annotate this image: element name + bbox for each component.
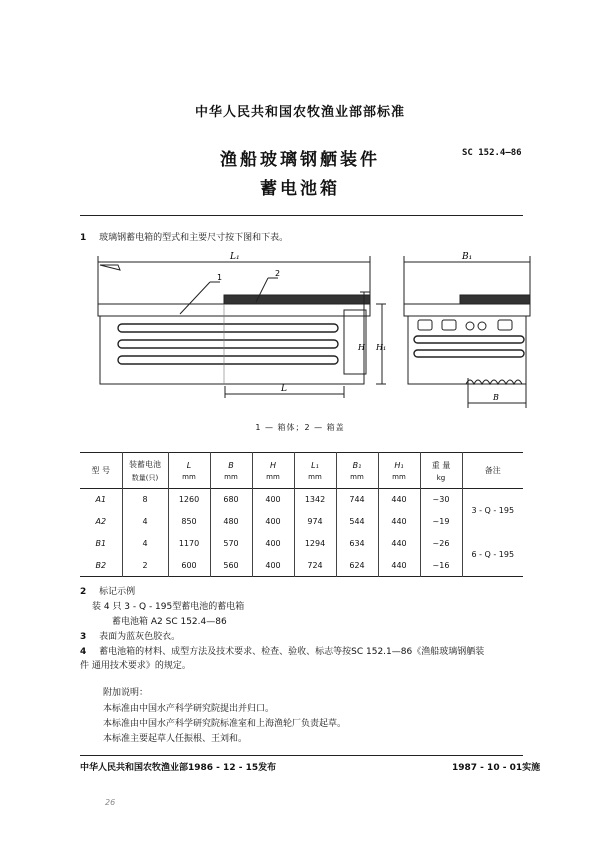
table-row bbox=[80, 511, 523, 533]
note-line: 本标准主要起草人任振根、王刘和。 bbox=[103, 734, 248, 744]
cell-H1: 440 bbox=[378, 511, 420, 533]
table-row bbox=[80, 555, 523, 577]
cell-L1: 1294 bbox=[294, 533, 336, 555]
cell-L: 1260 bbox=[168, 489, 210, 511]
marking-example-line2: 蓄电池箱 A2 SC 152.4—86 bbox=[112, 617, 227, 627]
document-title: 渔船玻璃钢舾装件 bbox=[220, 150, 380, 170]
cell-H: 400 bbox=[252, 555, 294, 577]
section-1 bbox=[80, 232, 288, 245]
cell-qty: 8 bbox=[122, 489, 168, 511]
cell-weight: ~30 bbox=[420, 489, 462, 511]
cell-H1: 440 bbox=[378, 555, 420, 577]
header-model: 型 号 bbox=[91, 466, 111, 475]
cell-model: A2 bbox=[95, 517, 107, 526]
section-2 bbox=[80, 586, 135, 599]
cell-B1: 744 bbox=[336, 489, 378, 511]
cell-H1: 440 bbox=[378, 489, 420, 511]
issue-date: 中华人民共和国农牧渔业部1986 - 12 - 15发布 bbox=[80, 763, 277, 773]
cell-B1: 634 bbox=[336, 533, 378, 555]
cell-weight: ~16 bbox=[420, 555, 462, 577]
cell-L: 1170 bbox=[168, 533, 210, 555]
table-row bbox=[80, 533, 523, 555]
effective-date: 1987 - 10 - 01实施 bbox=[452, 763, 541, 773]
cell-L: 850 bbox=[168, 511, 210, 533]
cell-L1: 1342 bbox=[294, 489, 336, 511]
header-L: L mm bbox=[168, 453, 210, 489]
header-rule bbox=[80, 215, 523, 216]
dim-label-L1: L₁ bbox=[230, 252, 240, 262]
notes-title: 附加说明： bbox=[103, 688, 149, 698]
header-B1: B₁ mm bbox=[336, 453, 378, 489]
header-L1: L₁ mm bbox=[294, 453, 336, 489]
cell-L: 600 bbox=[168, 555, 210, 577]
cell-qty: 4 bbox=[122, 511, 168, 533]
cell-weight: ~26 bbox=[420, 533, 462, 555]
section-4-line1: 蓄电池箱的材料、成型方法及技术要求、检查、验收、标志等按SC 152.1—86《渔船玻璃钢舾装 bbox=[99, 647, 485, 657]
cell-remark-b: 6 - Q - 195 bbox=[462, 533, 523, 577]
footer-rule bbox=[80, 755, 523, 756]
section-4 bbox=[80, 646, 484, 659]
note-line: 本标准由中国水产科学研究院提出并归口。 bbox=[103, 704, 275, 714]
battery-box-drawing bbox=[80, 248, 540, 420]
dim-label-H: H bbox=[358, 343, 365, 352]
cell-weight: ~19 bbox=[420, 511, 462, 533]
cell-B: 570 bbox=[210, 533, 252, 555]
section-2-title: 标记示例 bbox=[99, 587, 136, 597]
dim-label-H1: H₁ bbox=[376, 343, 387, 352]
dim-label-B1: B₁ bbox=[462, 252, 473, 262]
cell-B: 680 bbox=[210, 489, 252, 511]
section-4-line2: 件 通用技术要求》的规定。 bbox=[80, 661, 191, 671]
table-header-row bbox=[80, 453, 523, 489]
cell-H: 400 bbox=[252, 489, 294, 511]
callout-2: 2 bbox=[275, 269, 281, 278]
dim-label-L: L bbox=[281, 384, 287, 394]
document-subtitle: 蓄电池箱 bbox=[260, 179, 340, 199]
table-row bbox=[80, 489, 523, 511]
section-3-number: 3 bbox=[80, 632, 87, 642]
cell-model: B1 bbox=[95, 539, 107, 548]
front-view bbox=[98, 256, 386, 398]
section-1-number: 1 bbox=[80, 233, 87, 243]
section-3-text: 表面为蓝灰色胶衣。 bbox=[99, 632, 181, 642]
cell-H: 400 bbox=[252, 511, 294, 533]
standard-number: SC 152.4—86 bbox=[462, 148, 522, 158]
callout-1: 1 bbox=[217, 273, 223, 282]
note-line: 本标准由中国水产科学研究院标准室和上海渔轮厂负责起草。 bbox=[103, 719, 347, 729]
cell-B1: 624 bbox=[336, 555, 378, 577]
header-B: B mm bbox=[210, 453, 252, 489]
cell-model: A1 bbox=[95, 495, 107, 505]
cell-H1: 440 bbox=[378, 533, 420, 555]
cell-qty: 4 bbox=[122, 533, 168, 555]
cell-B: 480 bbox=[210, 511, 252, 533]
cell-model: B2 bbox=[95, 560, 107, 570]
header-weight: 重 量 kg bbox=[420, 453, 462, 489]
header-H1: H₁ mm bbox=[378, 453, 420, 489]
figure-caption: 1 — 箱体；2 — 箱盖 bbox=[255, 423, 345, 432]
cell-B: 560 bbox=[210, 555, 252, 577]
header-qty: 装蓄电池 数量(只) bbox=[122, 453, 168, 489]
issuing-organization: 中华人民共和国农牧渔业部部标准 bbox=[194, 105, 405, 120]
page-number: 26 bbox=[105, 798, 116, 807]
marking-example-line1: 装 4 只 3 - Q - 195型蓄电池的蓄电箱 bbox=[92, 602, 245, 612]
dimension-table bbox=[80, 452, 523, 577]
section-3 bbox=[80, 631, 180, 644]
header-remark: 备注 bbox=[462, 453, 523, 489]
side-view bbox=[404, 256, 530, 408]
cell-L1: 724 bbox=[294, 555, 336, 577]
cell-B1: 544 bbox=[336, 511, 378, 533]
cell-H: 400 bbox=[252, 533, 294, 555]
cell-remark-a: 3 - Q - 195 bbox=[462, 489, 523, 533]
section-1-text: 玻璃钢蓄电箱的型式和主要尺寸按下图和下表。 bbox=[99, 233, 289, 243]
cell-qty: 2 bbox=[122, 555, 168, 577]
dim-label-B: B bbox=[493, 393, 499, 402]
section-2-number: 2 bbox=[80, 587, 87, 597]
cell-L1: 974 bbox=[294, 511, 336, 533]
section-4-number: 4 bbox=[80, 647, 87, 657]
header-H: H mm bbox=[252, 453, 294, 489]
